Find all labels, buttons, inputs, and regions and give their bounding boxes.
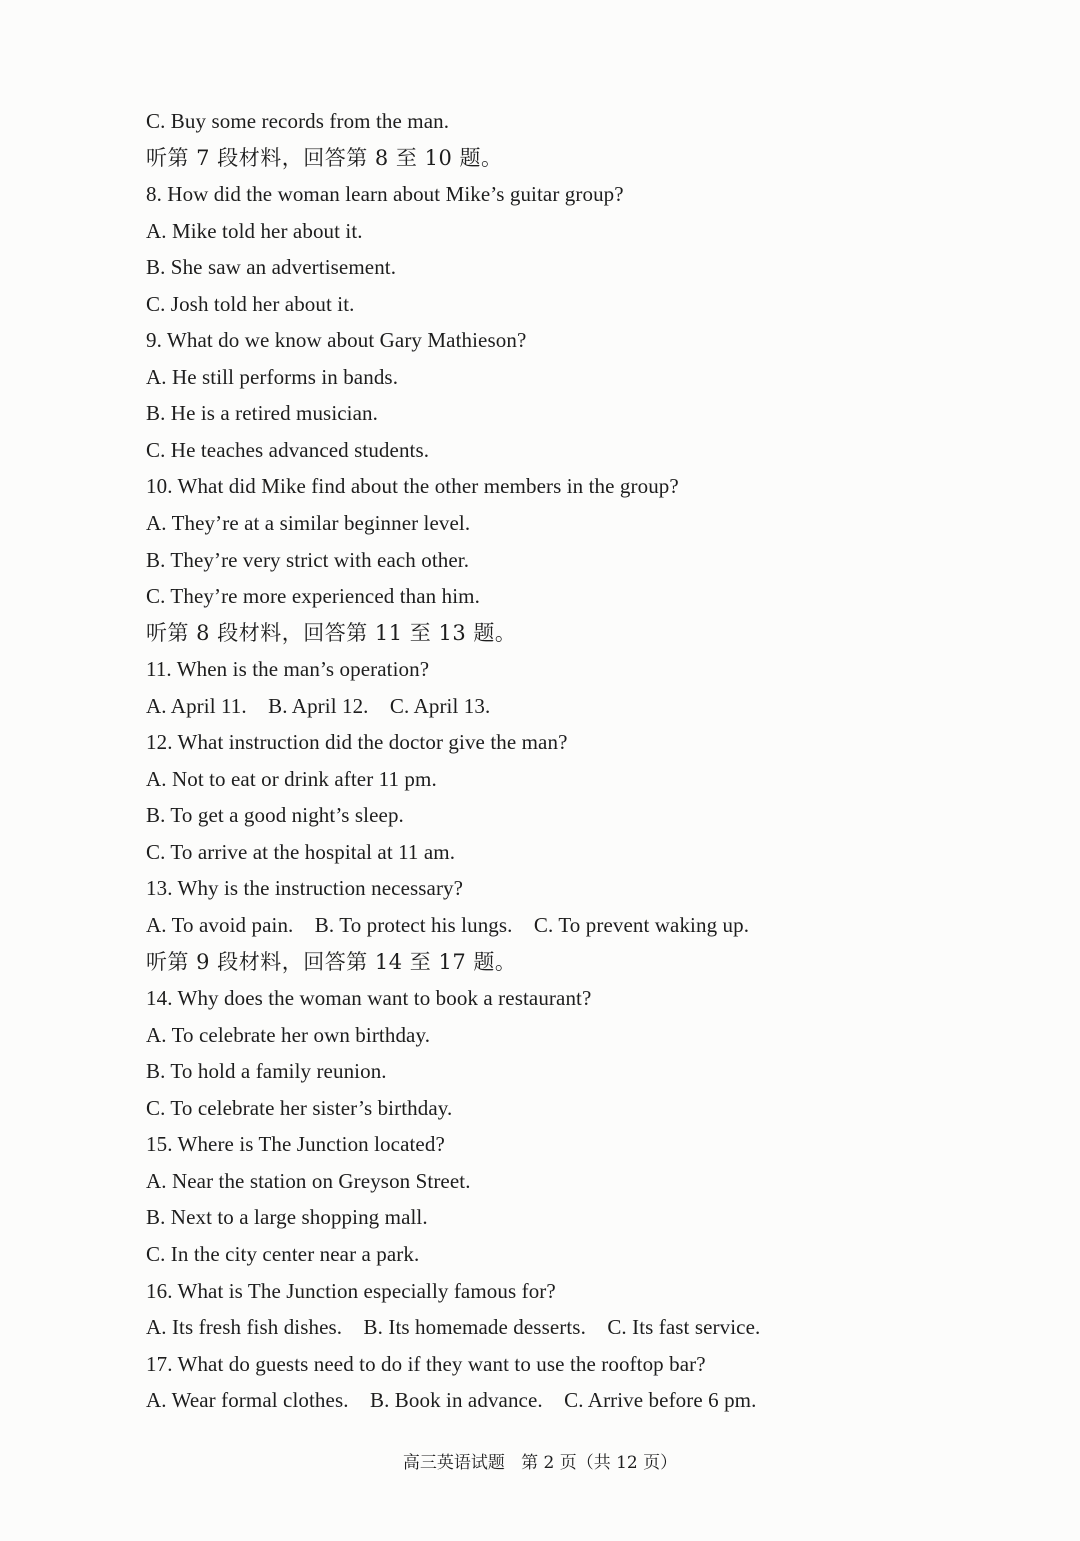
option-line: A. Near the station on Greyson Street.: [146, 1168, 471, 1193]
option-line: C. Josh told her about it.: [146, 291, 355, 316]
option-line: A. Wear formal clothes. B. Book in advance. C. Arrive before 6 pm.: [146, 1388, 757, 1413]
option-line: A. To avoid pain. B. To protect his lungs. C. To prevent waking up.: [146, 913, 750, 938]
question-15: 15. Where is The Junction located?: [146, 1132, 445, 1157]
option-line: C. To arrive at the hospital at 11 am.: [146, 839, 456, 864]
option-line: A. He still performs in bands.: [146, 364, 399, 389]
option-line: A. Not to eat or drink after 11 pm.: [146, 766, 437, 791]
question-9: 9. What do we know about Gary Mathieson?: [146, 328, 527, 353]
option-line: B. He is a retired musician.: [146, 401, 378, 426]
question-8: 8. How did the woman learn about Mike’s guitar group?: [146, 182, 624, 207]
section-instruction: 听第 9 段材料，回答第 14 至 17 题。: [146, 949, 517, 974]
question-13: 13. Why is the instruction necessary?: [146, 876, 464, 901]
section-instruction: 听第 8 段材料，回答第 11 至 13 题。: [146, 620, 517, 645]
section-instruction: 听第 7 段材料，回答第 8 至 10 题。: [146, 145, 503, 170]
option-line: B. She saw an advertisement.: [146, 255, 397, 280]
option-line: C. They’re more experienced than him.: [146, 584, 480, 609]
option-line: A. Mike told her about it.: [146, 218, 363, 243]
question-14: 14. Why does the woman want to book a restaurant?: [146, 986, 592, 1011]
question-12: 12. What instruction did the doctor give the man?: [146, 730, 568, 755]
page-footer: 高三英语试题 第 2 页（共 12 页）: [402, 1453, 678, 1473]
question-block: [146, 103, 1026, 1419]
option-line: C. Buy some records from the man.: [146, 109, 450, 133]
question-17: 17. What do guests need to do if they want to use the rooftop bar?: [146, 1351, 706, 1376]
option-line: B. To hold a family reunion.: [146, 1059, 387, 1084]
question-16: 16. What is The Junction especially famous for?: [146, 1278, 556, 1303]
option-line: A. Its fresh fish dishes. B. Its homemade desserts. C. Its fast service.: [146, 1315, 761, 1340]
option-line: A. They’re at a similar beginner level.: [146, 511, 471, 536]
option-line: B. Next to a large shopping mall.: [146, 1205, 428, 1230]
question-11: 11. When is the man’s operation?: [146, 657, 430, 682]
option-line: C. He teaches advanced students.: [146, 437, 430, 462]
option-line: A. To celebrate her own birthday.: [146, 1022, 431, 1047]
question-10: 10. What did Mike find about the other members in the group?: [146, 474, 679, 499]
option-line: C. To celebrate her sister’s birthday.: [146, 1095, 453, 1120]
option-line: B. To get a good night’s sleep.: [146, 803, 404, 828]
option-line: C. In the city center near a park.: [146, 1241, 420, 1266]
option-line: A. April 11. B. April 12. C. April 13.: [146, 693, 491, 718]
option-line: B. They’re very strict with each other.: [146, 547, 470, 572]
